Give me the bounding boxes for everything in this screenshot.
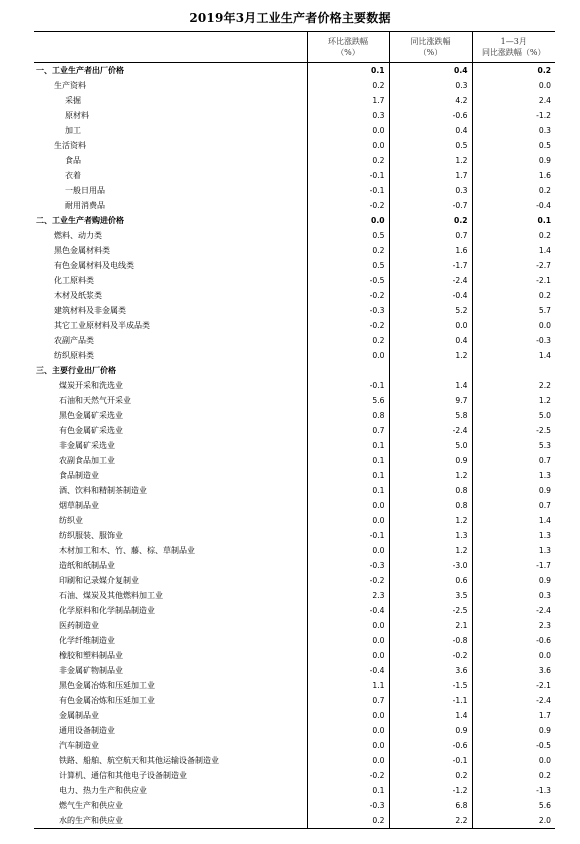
row-mom: -0.2 bbox=[307, 318, 389, 333]
table-row bbox=[34, 633, 555, 648]
row-yoy: 0.9 bbox=[389, 723, 472, 738]
row-mom: -0.4 bbox=[307, 603, 389, 618]
row-ytd: 0.9 bbox=[472, 153, 555, 168]
row-ytd: 5.3 bbox=[472, 438, 555, 453]
row-mom: 0.0 bbox=[307, 708, 389, 723]
row-ytd: 2.2 bbox=[472, 378, 555, 393]
row-ytd: -1.7 bbox=[472, 558, 555, 573]
row-mom: 0.1 bbox=[307, 783, 389, 798]
row-mom: 5.6 bbox=[307, 393, 389, 408]
row-yoy: 0.8 bbox=[389, 498, 472, 513]
row-ytd: 0.2 bbox=[472, 288, 555, 303]
row-ytd: 1.4 bbox=[472, 243, 555, 258]
row-ytd: -2.4 bbox=[472, 603, 555, 618]
row-mom: 0.8 bbox=[307, 408, 389, 423]
table-header-row bbox=[34, 32, 555, 63]
row-yoy: 1.6 bbox=[389, 243, 472, 258]
row-mom: 0.2 bbox=[307, 153, 389, 168]
table-body bbox=[34, 63, 555, 829]
row-mom: -0.1 bbox=[307, 528, 389, 543]
row-label: 通用设备制造业 bbox=[59, 726, 115, 735]
table-row bbox=[34, 108, 555, 123]
row-label: 石油、煤炭及其他燃料加工业 bbox=[59, 591, 163, 600]
table-row bbox=[34, 438, 555, 453]
row-mom: 0.0 bbox=[307, 213, 389, 228]
row-ytd: -0.3 bbox=[472, 333, 555, 348]
page-title: 2019年3月工业生产者价格主要数据 bbox=[189, 11, 391, 25]
table-row bbox=[34, 303, 555, 318]
row-ytd: 0.0 bbox=[472, 318, 555, 333]
table-row bbox=[34, 603, 555, 618]
row-mom: 2.3 bbox=[307, 588, 389, 603]
row-mom: 0.0 bbox=[307, 648, 389, 663]
row-mom: -0.2 bbox=[307, 573, 389, 588]
row-yoy: 0.4 bbox=[389, 333, 472, 348]
row-label: 医药制造业 bbox=[59, 621, 99, 630]
row-ytd: 1.3 bbox=[472, 543, 555, 558]
row-yoy: -2.4 bbox=[389, 273, 472, 288]
row-label: 烟草制品业 bbox=[59, 501, 99, 510]
header-mom bbox=[307, 32, 389, 63]
row-label: 非金属矿采选业 bbox=[59, 441, 115, 450]
row-ytd: 1.2 bbox=[472, 393, 555, 408]
row-yoy: 9.7 bbox=[389, 393, 472, 408]
row-mom bbox=[307, 363, 389, 378]
row-ytd: -2.1 bbox=[472, 273, 555, 288]
table-row bbox=[34, 378, 555, 393]
row-ytd: -1.3 bbox=[472, 783, 555, 798]
row-label: 二、工业生产者购进价格 bbox=[36, 215, 124, 225]
row-ytd: 1.4 bbox=[472, 348, 555, 363]
table-row bbox=[34, 468, 555, 483]
row-yoy: -0.7 bbox=[389, 198, 472, 213]
row-label: 计算机、通信和其他电子设备制造业 bbox=[59, 771, 187, 780]
row-ytd: 3.6 bbox=[472, 663, 555, 678]
row-ytd: -0.4 bbox=[472, 198, 555, 213]
row-ytd: -1.2 bbox=[472, 108, 555, 123]
table-row bbox=[34, 348, 555, 363]
table-row bbox=[34, 183, 555, 198]
row-label: 木材及纸浆类 bbox=[54, 291, 102, 300]
row-label: 黑色金属材料类 bbox=[54, 246, 110, 255]
table-row bbox=[34, 63, 555, 79]
row-ytd: -2.4 bbox=[472, 693, 555, 708]
row-ytd: 1.3 bbox=[472, 468, 555, 483]
row-ytd: 0.0 bbox=[472, 753, 555, 768]
row-yoy: -1.2 bbox=[389, 783, 472, 798]
row-mom: 0.0 bbox=[307, 123, 389, 138]
row-mom: 0.0 bbox=[307, 633, 389, 648]
row-ytd: 0.5 bbox=[472, 138, 555, 153]
table-row bbox=[34, 678, 555, 693]
row-ytd: -0.5 bbox=[472, 738, 555, 753]
row-mom: 0.3 bbox=[307, 108, 389, 123]
row-yoy: -1.1 bbox=[389, 693, 472, 708]
table-row bbox=[34, 813, 555, 829]
row-ytd: 0.1 bbox=[472, 213, 555, 228]
table-row bbox=[34, 783, 555, 798]
row-ytd: -0.6 bbox=[472, 633, 555, 648]
row-label: 化学纤维制造业 bbox=[59, 636, 115, 645]
row-ytd: 0.9 bbox=[472, 483, 555, 498]
row-label: 建筑材料及非金属类 bbox=[54, 306, 126, 315]
table-row bbox=[34, 753, 555, 768]
row-mom: 0.1 bbox=[307, 453, 389, 468]
row-label: 石油和天然气开采业 bbox=[59, 396, 131, 405]
header-yoy bbox=[389, 32, 472, 63]
row-mom: 0.1 bbox=[307, 438, 389, 453]
row-yoy: -1.5 bbox=[389, 678, 472, 693]
row-mom: 0.2 bbox=[307, 333, 389, 348]
row-ytd: 0.0 bbox=[472, 648, 555, 663]
row-mom: 0.0 bbox=[307, 723, 389, 738]
row-label: 印刷和记录媒介复制业 bbox=[59, 576, 139, 585]
row-yoy: 0.0 bbox=[389, 318, 472, 333]
row-label: 造纸和纸制品业 bbox=[59, 561, 115, 570]
header-mom-line2: （%） bbox=[336, 48, 360, 57]
row-yoy: 0.5 bbox=[389, 138, 472, 153]
table-row bbox=[34, 618, 555, 633]
row-yoy: 0.3 bbox=[389, 78, 472, 93]
row-yoy: 5.0 bbox=[389, 438, 472, 453]
row-label: 纺织业 bbox=[59, 516, 83, 525]
table-row bbox=[34, 648, 555, 663]
table-row bbox=[34, 288, 555, 303]
row-yoy: -0.4 bbox=[389, 288, 472, 303]
row-mom: 0.0 bbox=[307, 498, 389, 513]
row-yoy: -0.2 bbox=[389, 648, 472, 663]
row-ytd: 0.2 bbox=[472, 63, 555, 79]
row-ytd: 2.4 bbox=[472, 93, 555, 108]
row-mom: -0.1 bbox=[307, 168, 389, 183]
header-mom-line1: 环比涨跌幅 bbox=[328, 37, 368, 46]
row-yoy: 0.4 bbox=[389, 63, 472, 79]
row-label: 三、主要行业出厂价格 bbox=[36, 365, 116, 375]
row-label: 化学原料和化学制品制造业 bbox=[59, 606, 155, 615]
row-mom: -0.3 bbox=[307, 303, 389, 318]
row-mom: 0.2 bbox=[307, 243, 389, 258]
row-yoy: 2.1 bbox=[389, 618, 472, 633]
table-row bbox=[34, 273, 555, 288]
row-label: 生产资料 bbox=[54, 81, 86, 90]
row-label: 采掘 bbox=[65, 96, 81, 105]
row-ytd: 0.9 bbox=[472, 573, 555, 588]
row-mom: 0.7 bbox=[307, 693, 389, 708]
row-yoy: -0.1 bbox=[389, 753, 472, 768]
row-mom: 0.1 bbox=[307, 63, 389, 79]
table-row bbox=[34, 513, 555, 528]
row-mom: -0.5 bbox=[307, 273, 389, 288]
row-label: 衣着 bbox=[65, 171, 81, 180]
row-ytd: 0.7 bbox=[472, 453, 555, 468]
table-row bbox=[34, 708, 555, 723]
row-mom: -0.4 bbox=[307, 663, 389, 678]
row-yoy: 3.5 bbox=[389, 588, 472, 603]
row-label: 生活资料 bbox=[54, 141, 86, 150]
table-row bbox=[34, 393, 555, 408]
row-ytd: 1.7 bbox=[472, 708, 555, 723]
row-ytd: 5.7 bbox=[472, 303, 555, 318]
row-label: 有色金属冶炼和压延加工业 bbox=[59, 696, 155, 705]
header-ytd bbox=[472, 32, 555, 63]
table-row bbox=[34, 663, 555, 678]
row-yoy: 1.2 bbox=[389, 348, 472, 363]
table-row bbox=[34, 498, 555, 513]
row-label: 橡胶和塑料制品业 bbox=[59, 651, 123, 660]
row-yoy: 1.2 bbox=[389, 513, 472, 528]
row-mom: 0.0 bbox=[307, 138, 389, 153]
row-mom: -0.1 bbox=[307, 378, 389, 393]
table-row bbox=[34, 333, 555, 348]
row-yoy: 1.2 bbox=[389, 543, 472, 558]
row-mom: -0.1 bbox=[307, 183, 389, 198]
row-yoy: 0.8 bbox=[389, 483, 472, 498]
table-row bbox=[34, 588, 555, 603]
row-label: 纺织原料类 bbox=[54, 351, 94, 360]
row-mom: -0.2 bbox=[307, 768, 389, 783]
row-ytd: 0.2 bbox=[472, 183, 555, 198]
row-yoy: -0.8 bbox=[389, 633, 472, 648]
row-label: 一般日用品 bbox=[65, 186, 105, 195]
row-ytd bbox=[472, 363, 555, 378]
row-ytd: 5.6 bbox=[472, 798, 555, 813]
row-yoy: 0.7 bbox=[389, 228, 472, 243]
table-row bbox=[34, 558, 555, 573]
row-mom: 1.7 bbox=[307, 93, 389, 108]
header-ytd-line1: 1—3月 bbox=[500, 37, 527, 46]
row-yoy: 1.2 bbox=[389, 153, 472, 168]
row-mom: -0.2 bbox=[307, 288, 389, 303]
row-label: 食品制造业 bbox=[59, 471, 99, 480]
row-yoy: 5.8 bbox=[389, 408, 472, 423]
row-ytd: 5.0 bbox=[472, 408, 555, 423]
table-row bbox=[34, 153, 555, 168]
row-label: 化工原料类 bbox=[54, 276, 94, 285]
row-ytd: 0.3 bbox=[472, 588, 555, 603]
table-row bbox=[34, 738, 555, 753]
table-row bbox=[34, 543, 555, 558]
row-label: 燃料、动力类 bbox=[54, 231, 102, 240]
row-yoy: -2.4 bbox=[389, 423, 472, 438]
row-mom: 0.2 bbox=[307, 78, 389, 93]
row-mom: 1.1 bbox=[307, 678, 389, 693]
row-yoy: 0.3 bbox=[389, 183, 472, 198]
row-mom: 0.7 bbox=[307, 423, 389, 438]
table-row bbox=[34, 573, 555, 588]
row-ytd: 2.3 bbox=[472, 618, 555, 633]
table-row bbox=[34, 138, 555, 153]
row-label: 加工 bbox=[65, 126, 81, 135]
row-mom: 0.1 bbox=[307, 483, 389, 498]
row-mom: 0.5 bbox=[307, 228, 389, 243]
row-label: 食品 bbox=[65, 156, 81, 165]
row-label: 铁路、船舶、航空航天和其他运输设备制造业 bbox=[59, 756, 219, 765]
row-mom: -0.2 bbox=[307, 198, 389, 213]
row-yoy: -0.6 bbox=[389, 738, 472, 753]
table-row bbox=[34, 258, 555, 273]
table-row bbox=[34, 78, 555, 93]
row-label: 水的生产和供应业 bbox=[34, 813, 307, 829]
table-row bbox=[34, 408, 555, 423]
row-label: 一、工业生产者出厂价格 bbox=[36, 65, 124, 75]
table-row bbox=[34, 213, 555, 228]
row-mom: 0.0 bbox=[307, 753, 389, 768]
row-label: 酒、饮料和精制茶制造业 bbox=[59, 486, 147, 495]
header-label-column bbox=[34, 32, 307, 63]
row-yoy: 4.2 bbox=[389, 93, 472, 108]
row-mom: 0.1 bbox=[307, 468, 389, 483]
header-yoy-line1: 同比涨跌幅 bbox=[410, 37, 451, 46]
row-yoy: -1.7 bbox=[389, 258, 472, 273]
row-mom: 0.0 bbox=[307, 738, 389, 753]
header-ytd-line2: 同比涨跌幅（%） bbox=[481, 48, 546, 57]
row-ytd: 0.7 bbox=[472, 498, 555, 513]
row-yoy: 0.2 bbox=[389, 213, 472, 228]
table-row bbox=[34, 798, 555, 813]
row-yoy: 1.4 bbox=[389, 378, 472, 393]
row-yoy: 0.4 bbox=[389, 123, 472, 138]
row-yoy: 1.3 bbox=[389, 528, 472, 543]
row-label: 耐用消费品 bbox=[65, 201, 105, 210]
table-row bbox=[34, 198, 555, 213]
table-row bbox=[34, 483, 555, 498]
row-yoy: 3.6 bbox=[389, 663, 472, 678]
row-ytd: -2.5 bbox=[472, 423, 555, 438]
row-label: 有色金属材料及电线类 bbox=[54, 261, 134, 270]
row-yoy: 1.4 bbox=[389, 708, 472, 723]
row-ytd: 0.0 bbox=[472, 78, 555, 93]
row-label: 金属制品业 bbox=[59, 711, 99, 720]
row-label: 黑色金属矿采选业 bbox=[59, 411, 123, 420]
row-yoy: 0.9 bbox=[389, 453, 472, 468]
header-yoy-line2: （%） bbox=[418, 48, 443, 57]
row-ytd: 1.4 bbox=[472, 513, 555, 528]
row-label: 原材料 bbox=[65, 111, 89, 120]
table-row bbox=[34, 693, 555, 708]
row-ytd: 0.2 bbox=[472, 228, 555, 243]
row-label: 非金属矿物制品业 bbox=[59, 666, 123, 675]
row-yoy: -2.5 bbox=[389, 603, 472, 618]
row-yoy bbox=[389, 363, 472, 378]
row-label: 农副产品类 bbox=[54, 336, 94, 345]
row-mom: 0.0 bbox=[307, 543, 389, 558]
row-label: 木材加工和木、竹、藤、棕、草制品业 bbox=[59, 546, 195, 555]
row-label: 有色金属矿采选业 bbox=[59, 426, 123, 435]
table-row bbox=[34, 168, 555, 183]
row-mom: 0.2 bbox=[307, 813, 389, 829]
row-label: 农副食品加工业 bbox=[59, 456, 115, 465]
price-data-table bbox=[34, 31, 555, 829]
row-yoy: -3.0 bbox=[389, 558, 472, 573]
row-yoy: 6.8 bbox=[389, 798, 472, 813]
table-row bbox=[34, 723, 555, 738]
row-label: 纺织服装、服饰业 bbox=[59, 531, 123, 540]
row-label: 燃气生产和供应业 bbox=[59, 801, 123, 810]
row-mom: -0.3 bbox=[307, 798, 389, 813]
table-row bbox=[34, 93, 555, 108]
row-yoy: 5.2 bbox=[389, 303, 472, 318]
row-mom: 0.0 bbox=[307, 513, 389, 528]
row-ytd: 2.0 bbox=[472, 813, 555, 829]
row-ytd: -2.1 bbox=[472, 678, 555, 693]
table-row bbox=[34, 423, 555, 438]
row-yoy: 0.2 bbox=[389, 768, 472, 783]
table-row bbox=[34, 768, 555, 783]
table-row bbox=[34, 243, 555, 258]
row-mom: 0.0 bbox=[307, 348, 389, 363]
row-ytd: -2.7 bbox=[472, 258, 555, 273]
row-yoy: -0.6 bbox=[389, 108, 472, 123]
row-ytd: 0.3 bbox=[472, 123, 555, 138]
table-row bbox=[34, 528, 555, 543]
row-label: 煤炭开采和洗选业 bbox=[59, 381, 123, 390]
table-row bbox=[34, 123, 555, 138]
row-label: 电力、热力生产和供应业 bbox=[59, 786, 147, 795]
row-yoy: 0.6 bbox=[389, 573, 472, 588]
row-ytd: 0.2 bbox=[472, 768, 555, 783]
row-label: 黑色金属冶炼和压延加工业 bbox=[59, 681, 155, 690]
row-label: 汽车制造业 bbox=[59, 741, 99, 750]
table-row bbox=[34, 453, 555, 468]
row-yoy: 1.7 bbox=[389, 168, 472, 183]
row-yoy: 2.2 bbox=[389, 813, 472, 829]
row-ytd: 0.9 bbox=[472, 723, 555, 738]
table-row bbox=[34, 318, 555, 333]
row-mom: 0.5 bbox=[307, 258, 389, 273]
table-row bbox=[34, 363, 555, 378]
row-yoy: 1.2 bbox=[389, 468, 472, 483]
table-row bbox=[34, 228, 555, 243]
row-ytd: 1.6 bbox=[472, 168, 555, 183]
row-mom: 0.0 bbox=[307, 618, 389, 633]
row-label: 其它工业原材料及半成品类 bbox=[54, 321, 150, 330]
row-ytd: 1.3 bbox=[472, 528, 555, 543]
row-mom: -0.3 bbox=[307, 558, 389, 573]
